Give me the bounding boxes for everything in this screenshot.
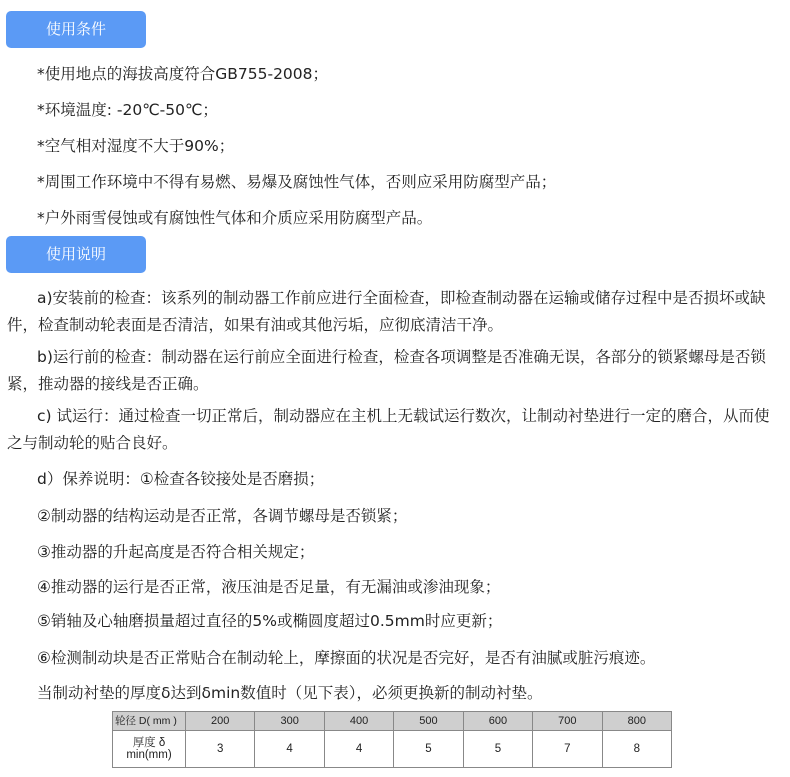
maintenance-line: d）保养说明：①检查各铰接处是否磨损； <box>37 470 325 488</box>
instruction-b-text: b)运行前的检查：制动器在运行前应全面进行检查，检查各项调整是否准确无误，各部分的锁紧螺母是否锁紧，推动器的接线是否正确。 <box>7 348 766 393</box>
diameter-cell: 800 <box>602 712 671 731</box>
row-label <box>113 731 186 768</box>
diameter-cell: 500 <box>394 712 463 731</box>
instruction-a <box>7 285 771 339</box>
maintenance-line: ⑤销轴及心轴磨损量超过直径的5%或椭圆度超过0.5mm时应更新； <box>37 612 503 630</box>
instruction-c <box>7 403 771 457</box>
condition-item: *环境温度: -20℃-50℃； <box>37 101 218 119</box>
row-label-line: min(mm) <box>126 749 172 761</box>
diameter-cell: 700 <box>533 712 602 731</box>
thickness-cell: 8 <box>602 731 671 768</box>
maintenance-line: ④推动器的运行是否正常，液压油是否足量，有无漏油或渗油现象； <box>37 578 501 596</box>
table-header-row <box>113 712 672 731</box>
condition-item: *户外雨雪侵蚀或有腐蚀性气体和介质应采用防腐型产品。 <box>37 209 433 227</box>
replacement-note: 当制动衬垫的厚度δ达到δmin数值时（见下表），必须更换新的制动衬垫。 <box>37 684 543 702</box>
condition-item: *周围工作环境中不得有易燃、易爆及腐蚀性气体，否则应采用防腐型产品； <box>37 173 557 191</box>
maintenance-line: ⑥检测制动块是否正常贴合在制动轮上，摩擦面的状况是否完好，是否有油腻或脏污痕迹。 <box>37 649 656 667</box>
instruction-a-text: a)安装前的检查：该系列的制动器工作前应进行全面检查，即检查制动器在运输或储存过程中是否损坏或缺件，检查制动轮表面是否清洁，如果有油或其他污垢，应彻底清洁干净。 <box>7 289 766 334</box>
header-label: 轮径 D( mm ) <box>113 712 186 731</box>
maintenance-line: ③推动器的升起高度是否符合相关规定； <box>37 543 315 561</box>
diameter-cell: 300 <box>255 712 324 731</box>
thickness-cell: 5 <box>394 731 463 768</box>
table-value-row <box>113 731 672 768</box>
diameter-cell: 600 <box>463 712 532 731</box>
condition-item: *使用地点的海拔高度符合GB755-2008； <box>37 65 329 83</box>
row-label-line: 厚度 δ <box>132 737 166 749</box>
condition-item: *空气相对湿度不大于90%； <box>37 137 235 155</box>
diameter-cell: 400 <box>324 712 393 731</box>
thickness-table <box>112 711 672 768</box>
maintenance-line: ②制动器的结构运动是否正常，各调节螺母是否锁紧； <box>37 507 408 525</box>
thickness-cell: 5 <box>463 731 532 768</box>
instruction-b <box>7 344 771 398</box>
thickness-cell: 4 <box>255 731 324 768</box>
thickness-cell: 7 <box>533 731 602 768</box>
instructions-badge: 使用说明 <box>6 236 146 273</box>
diameter-cell: 200 <box>186 712 255 731</box>
instruction-c-text: c) 试运行：通过检查一切正常后，制动器应在主机上无载试运行数次，让制动衬垫进行一定的磨合，从而使之与制动轮的贴合良好。 <box>7 407 770 452</box>
thickness-cell: 4 <box>324 731 393 768</box>
thickness-cell: 3 <box>186 731 255 768</box>
conditions-badge: 使用条件 <box>6 11 146 48</box>
